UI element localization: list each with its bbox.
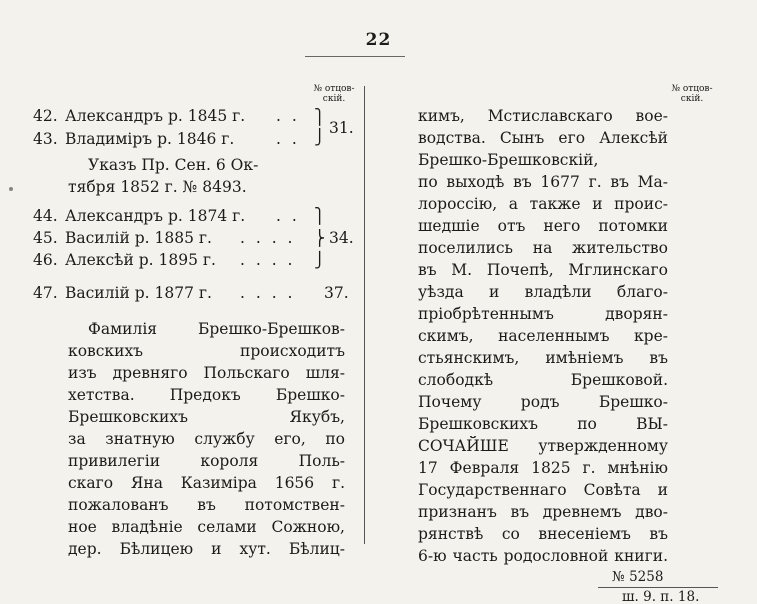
entry-number: 43.: [33, 130, 58, 148]
text-line: слободкѣ Брешковой.: [418, 371, 668, 389]
shelf-mark: ш. 9. п. 18.: [622, 589, 700, 604]
entry-text: Василій р. 1885 г.: [65, 229, 212, 247]
text-line: водства. Сынъ его Алексѣй: [418, 129, 668, 147]
entry-dots: . . . .: [240, 284, 296, 302]
text-line: кимъ, Мстиславскаго вое-: [418, 107, 668, 125]
text-line: въ М. Почепѣ, Мглинскаго: [418, 261, 668, 279]
column-label-right: [666, 84, 718, 104]
text-line: Брешко-Брешковскій,: [418, 151, 599, 169]
ukaz-line: тября 1852 г. № 8493.: [68, 178, 247, 196]
text-line: Государственнаго Совѣта и: [418, 481, 668, 499]
text-line: изъ древняго Польскаго шля-: [68, 364, 345, 382]
entry-number: 42.: [33, 107, 58, 125]
entry-number: 45.: [33, 229, 58, 247]
column-label-left: [308, 84, 360, 104]
text-line: по выходѣ въ 1677 г. въ Ма-: [418, 173, 668, 191]
entry-dots: . .: [276, 130, 300, 148]
column-label-line2: скій.: [322, 94, 346, 104]
entry-text: Александръ р. 1845 г.: [65, 107, 246, 125]
text-line: Брешковскихъ Якубъ,: [68, 408, 345, 426]
text-line: признанъ въ древнемъ дво-: [418, 503, 668, 521]
entry-number: 44.: [33, 207, 58, 225]
text-line: поселились на жительство: [418, 239, 668, 257]
brace-34: ⎭: [314, 251, 326, 269]
entry-text: Владиміръ р. 1846 г.: [65, 130, 235, 148]
header-rule: [305, 56, 405, 57]
text-line: 17 Февраля 1825 г. мнѣнію: [418, 459, 668, 477]
text-line: скимъ, населеннымъ кре-: [418, 327, 668, 345]
column-divider: [364, 86, 365, 544]
entry-dots: . . . .: [240, 251, 296, 269]
entry-text: Василій р. 1877 г.: [65, 284, 212, 302]
footer-rule: [598, 587, 718, 588]
text-line: шедшіе отъ него потомки: [418, 217, 668, 235]
text-line: ное владѣніе селами Сожною,: [68, 518, 345, 536]
text-line: пріобрѣтеннымъ дворян-: [418, 305, 668, 323]
column-label-line2: скій.: [680, 94, 704, 104]
otd-number: 37.: [324, 284, 349, 302]
text-line: привилегіи короля Поль-: [68, 452, 345, 470]
text-line: уѣзда и владѣли благо-: [418, 283, 668, 301]
text-line: Фамилія Брешко-Брешков-: [88, 320, 345, 338]
text-line: 6-ю часть родословной книги.: [418, 547, 668, 565]
text-line: за знатную службу его, по: [68, 430, 345, 448]
speck: [9, 187, 13, 191]
entry-number: 46.: [33, 251, 58, 269]
text-line: лороссію, а также и проис-: [418, 195, 668, 213]
entry-text: Алексѣй р. 1895 г.: [65, 251, 216, 269]
text-line: рянствѣ со внесеніемъ въ: [418, 525, 668, 543]
entry-text: Александръ р. 1874 г.: [65, 207, 246, 225]
text-line: скаго Яна Казиміра 1656 г.: [68, 474, 345, 492]
entry-dots: . .: [276, 107, 300, 125]
brace-34: ⎬: [314, 229, 326, 247]
entry-dots: . . . .: [240, 229, 296, 247]
otd-number: 34.: [329, 229, 354, 247]
text-line: дер. Бѣлицею и хут. Бѣлиц-: [68, 540, 345, 558]
page-number: 22: [365, 30, 392, 50]
brace-31: ⎭: [314, 128, 326, 146]
brace-31: ⎫: [314, 108, 326, 126]
text-line: хетства. Предокъ Брешко-: [68, 386, 345, 404]
record-number: № 5258: [612, 569, 664, 585]
text-line: ковскихъ происходитъ: [68, 342, 345, 360]
brace-34: ⎫: [314, 207, 326, 225]
column-label-line1: № отцов-: [313, 84, 355, 94]
text-line: пожалованъ въ потомствен-: [68, 496, 345, 514]
text-line: стьянскимъ, имѣніемъ въ: [418, 349, 668, 367]
text-line: Брешковскихъ по ВЫ-: [418, 415, 668, 433]
text-line: СОЧАЙШЕ утвержденному: [418, 437, 668, 455]
entry-dots: . .: [276, 207, 300, 225]
otd-number: 31.: [329, 119, 354, 137]
ukaz-line: Указъ Пр. Сен. 6 Ок-: [88, 156, 259, 174]
entry-number: 47.: [33, 284, 58, 302]
column-label-line1: № отцов-: [671, 84, 713, 94]
text-line: Почему родъ Брешко-: [418, 393, 668, 411]
